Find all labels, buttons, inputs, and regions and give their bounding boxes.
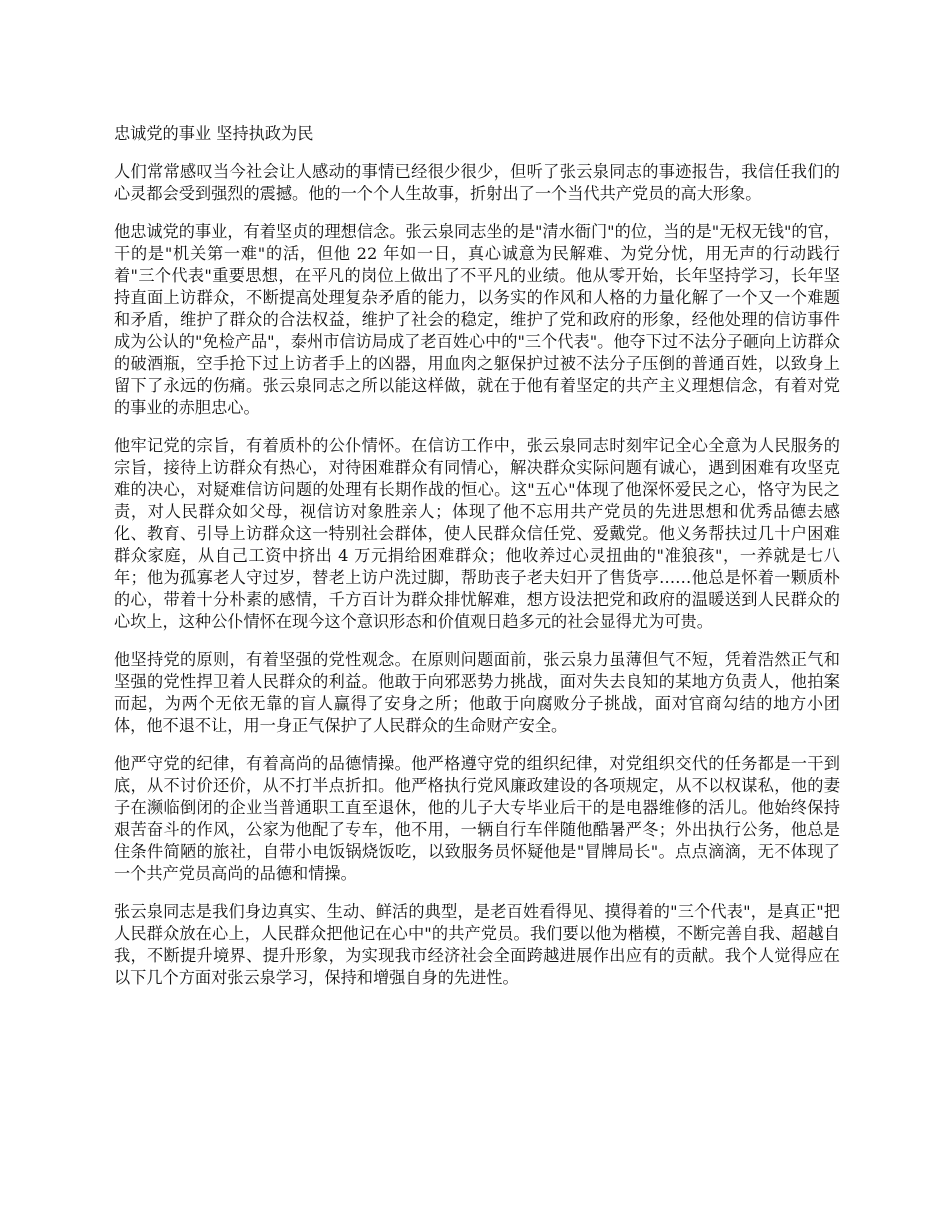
paragraph-intro: 人们常常感叹当今社会让人感动的事情已经很少很少，但听了张云泉同志的事迹报告，我信任我们的心灵都会受到强烈的震撼。他的一个个人生故事，折射出了一个当代共产党员的高大形象。 — [114, 162, 840, 203]
paragraph-purpose: 他牢记党的宗旨，有着质朴的公仆情怀。在信访工作中，张云泉同志时刻牢记全心全意为人民服务的宗旨，接待上访群众有热心，对待困难群众有同情心，解决群众实际问题有诚心，遇到困难有攻坚克难的决心，对疑难信访问题的处理有长期作战的恒心。这"五心"体现了他深怀爱民之心，恪守为民之责，对人民群众如父母，视信访对象胜亲人；体现了他不忘用共产党员的先进思想和优秀品德去感化、教育、引导上访群众这一特别社会群体，使人民群众信任党、爱戴党。他义务帮扶过几十户困难群众家庭，从自己工资中挤出 4 万元捐给困难群众；他收养过心灵扭曲的"准狼孩"，一养就是七八年；他为孤寡老人守过岁，替老上访户洗过脚，帮助丧子老夫妇开了售货亭……他总是怀着一颗质朴的心，带着十分朴素的感情，千方百计为群众排忧解难，想方设法把党和政府的温暖送到人民群众的心坎上，这种公仆情怀在现今这个意识形态和价值观日趋多元的社会显得尤为可贵。 — [114, 436, 840, 631]
paragraph-discipline: 他严守党的纪律，有着高尚的品德情操。他严格遵守党的组织纪律，对党组织交代的任务都是一干到底，从不讨价还价，从不打半点折扣。他严格执行党风廉政建设的各项规定，从不以权谋私，他的妻子在濒临倒闭的企业当普通职工直至退休，他的儿子大专毕业后干的是电器维修的活儿。他始终保持艰苦奋斗的作风，公家为他配了专车，他不用，一辆自行车伴随他酷暑严冬；外出执行公务，他总是住条件简陋的旅社，自带小电饭锅烧饭吃，以致服务员怀疑他是"冒牌局长"。点点滴滴，无不体现了一个共产党员高尚的品德和情操。 — [114, 754, 840, 883]
paragraph-conclusion: 张云泉同志是我们身边真实、生动、鲜活的典型，是老百姓看得见、摸得着的"三个代表"，是真正"把人民群众放在心上，人民群众把他记在心中"的共产党员。我们要以他为楷模，不断完善自我、超越自我，不断提升境界、提升形象，为实现我市经济社会全面跨越进展作出应有的贡献。我个人觉得应在以下几个方面对张云泉学习，保持和增强自身的先进性。 — [114, 902, 840, 987]
paragraph-principle: 他坚持党的原则，有着坚强的党性观念。在原则问题面前，张云泉力虽薄但气不短，凭着浩然正气和坚强的党性捍卫着人民群众的利益。他敢于向邪恶势力挑战，面对失去良知的某地方负责人，他拍案而起，为两个无依无靠的盲人赢得了安身之所；他敢于向腐败分子挑战，面对官商勾结的地方小团体，他不退不让，用一身正气保护了人民群众的生命财产安全。 — [114, 650, 840, 735]
paragraph-loyalty: 他忠诚党的事业，有着坚贞的理想信念。张云泉同志坐的是"清水衙门"的位，当的是"无权无钱"的官，干的是"机关第一难"的活，但他 22 年如一日，真心诚意为民解难、为党分忧，用无声的行动践行着"三个代表"重要思想，在平凡的岗位上做出了不平凡的业绩。他从零开始，长年坚持学习，长年坚持直面上访群众，不断提高处理复杂矛盾的能力，以务实的作风和人格的力量化解了一个又一个难题和矛盾，维护了群众的合法权益，维护了社会的稳定，维护了党和政府的形象，经他处理的信访事件成为公认的"免检产品"，泰州市信访局成了老百姓心中的"三个代表"。他夺下过不法分子砸向上访群众的破酒瓶，空手抢下过上访者手上的凶器，用血肉之躯保护过被不法分子压倒的普通百姓，以致身上留下了永远的伤痛。张云泉同志之所以能这样做，就在于他有着坚定的共产主义理想信念，有着对党的事业的赤胆忠心。 — [114, 222, 840, 417]
document-page — [114, 123, 840, 1005]
document-title: 忠诚党的事业 坚持执政为民 — [114, 124, 314, 143]
